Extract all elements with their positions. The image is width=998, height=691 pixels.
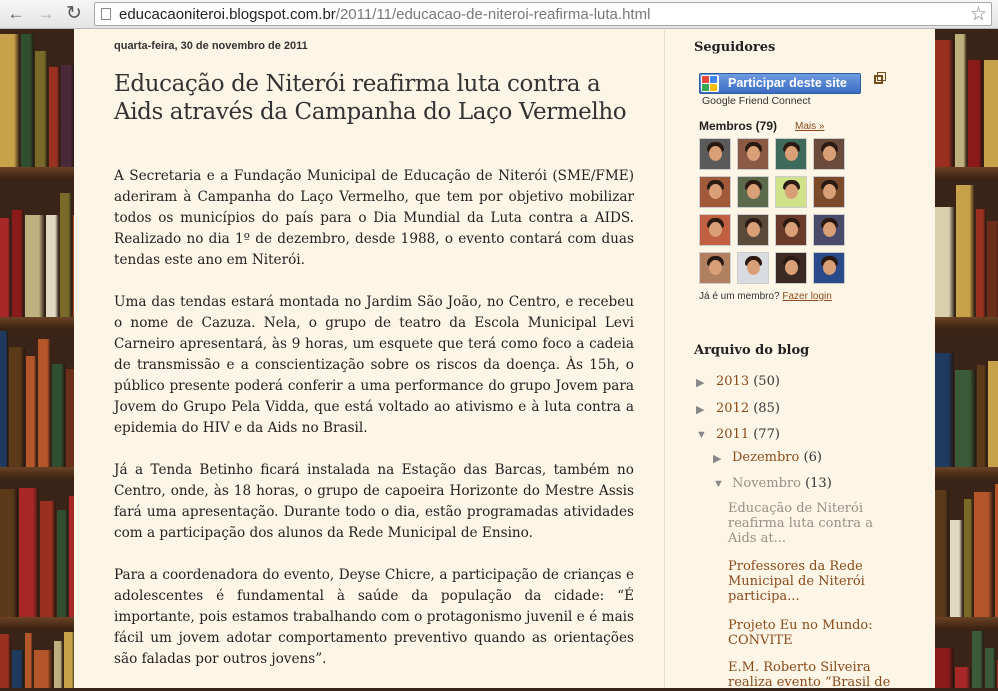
url-path: /2011/11/educacao-de-niteroi-reafirma-luta.html <box>335 6 651 23</box>
member-avatar[interactable] <box>699 176 731 208</box>
archive-post-link[interactable]: Professores da Rede Municipal de Niterói participa... <box>728 559 865 604</box>
book-spine <box>19 488 39 617</box>
archive-post-link[interactable]: Educação de Niterói reafirma luta contra a Aids at... <box>728 501 873 546</box>
followers-heading: Seguidores <box>694 40 776 55</box>
members-more-link[interactable]: Mais » <box>795 121 825 132</box>
member-avatar[interactable] <box>699 138 731 170</box>
avatar-face <box>823 260 836 275</box>
post-paragraph-2: Uma das tendas estará montada no Jardim São João, no Centro, e recebeu o nome de Cazuza. Nela, o grupo de teatro da Escola Municipal Levi Carneiro apresentará, às 9 horas, um esquete que terá como foco a cadeia de transmissão e a conscientização sobre os riscos da doença. Às 15h, o público presente poderá conferir a uma performance do grupo Jovem para Jovem do Grupo Pela Vidda, que está voltado ao ativismo e à luta contra a epidemia do HIV e da Aids no Brasil. <box>114 294 634 436</box>
member-question-text: Já é um membro? <box>699 291 780 302</box>
member-avatar[interactable] <box>775 252 807 284</box>
expand-triangle-icon[interactable]: ▶ <box>696 377 705 389</box>
member-avatar[interactable] <box>813 214 845 246</box>
member-avatar[interactable] <box>737 252 769 284</box>
avatar-face <box>747 260 760 275</box>
book-spine <box>955 370 976 467</box>
avatar-face <box>709 260 722 275</box>
archive-year-2013[interactable] <box>716 374 780 389</box>
shelf-plank <box>935 617 998 629</box>
archive-year-label: 2012 <box>716 401 750 416</box>
book-spine <box>935 353 954 467</box>
book-spine <box>0 489 18 617</box>
book-spine <box>9 347 25 467</box>
book-spine <box>46 215 59 317</box>
archive-month-label: Dezembro <box>732 450 800 465</box>
archive-year-count: (50) <box>753 374 780 389</box>
archive-month-count: (6) <box>803 450 822 465</box>
back-arrow-icon[interactable]: ← <box>7 4 25 23</box>
member-avatar[interactable] <box>775 176 807 208</box>
book-spine <box>40 501 56 617</box>
member-avatar[interactable] <box>737 138 769 170</box>
url-host: educacaoniteroi.blogspot.com.br <box>119 6 336 23</box>
login-link[interactable]: Fazer login <box>782 291 832 302</box>
avatar-face <box>747 184 760 199</box>
join-site-button[interactable] <box>699 73 861 94</box>
book-spine <box>984 60 998 167</box>
shelf-plank <box>935 317 998 329</box>
shelf-plank <box>0 167 74 179</box>
member-avatar[interactable] <box>699 252 731 284</box>
avatar-face <box>823 222 836 237</box>
book-spine <box>987 221 998 317</box>
book-spine <box>0 218 11 317</box>
collapse-triangle-icon[interactable]: ▼ <box>713 478 724 490</box>
book-spine <box>49 67 60 167</box>
book-spine <box>0 34 20 167</box>
shelf-plank <box>0 617 74 629</box>
member-avatar[interactable] <box>775 214 807 246</box>
book-spine <box>34 650 53 688</box>
avatar-face <box>709 184 722 199</box>
book-spine <box>38 339 51 467</box>
google-friend-connect-icon <box>701 75 719 92</box>
book-spine <box>0 331 8 467</box>
url-text <box>119 6 650 23</box>
browser-toolbar <box>0 0 998 29</box>
member-avatar[interactable] <box>699 214 731 246</box>
book-spine <box>61 65 74 167</box>
reload-icon[interactable]: ↻ <box>66 3 82 24</box>
avatar-face <box>785 260 798 275</box>
shelf-plank <box>0 467 74 479</box>
avatar-face <box>823 184 836 199</box>
book-spine <box>955 667 971 688</box>
page-icon <box>101 8 111 20</box>
book-spine <box>60 193 72 317</box>
book-spine <box>12 650 24 688</box>
avatar-face <box>785 184 798 199</box>
book-spine <box>935 40 954 167</box>
member-avatar[interactable] <box>775 138 807 170</box>
book-spine <box>35 51 48 167</box>
book-spine <box>956 185 975 317</box>
member-avatar[interactable] <box>813 176 845 208</box>
member-avatar[interactable] <box>737 214 769 246</box>
shelf-plank <box>935 467 998 479</box>
avatar-face <box>747 146 760 161</box>
book-spine <box>935 207 955 317</box>
archive-month-label: Novembro <box>732 476 801 491</box>
avatar-face <box>709 146 722 161</box>
book-spine <box>52 364 65 467</box>
archive-year-count: (85) <box>753 401 780 416</box>
book-spine <box>964 499 973 617</box>
book-spine <box>12 210 24 317</box>
archive-year-2011[interactable] <box>716 427 780 442</box>
archive-month-novembro[interactable] <box>732 476 832 491</box>
avatar-face <box>747 222 760 237</box>
post-date: quarta-feira, 30 de novembro de 2011 <box>114 40 308 52</box>
book-spine <box>976 209 986 317</box>
book-spine <box>0 634 11 688</box>
forward-arrow-icon[interactable]: → <box>37 4 55 23</box>
expand-triangle-icon[interactable]: ▶ <box>696 404 705 416</box>
book-spine <box>968 60 983 167</box>
book-spine <box>955 34 967 167</box>
book-spine <box>988 361 998 467</box>
star-icon[interactable]: ☆ <box>969 4 987 25</box>
book-spine <box>21 34 34 167</box>
book-spine <box>950 520 963 617</box>
collapse-triangle-icon[interactable]: ▼ <box>696 429 707 441</box>
popout-icon[interactable] <box>874 75 883 84</box>
join-site-label: Participar deste site <box>728 76 847 90</box>
book-spine <box>25 215 45 317</box>
archive-post-link[interactable]: E.M. Roberto Silveira realiza evento “Brasil de <box>728 660 891 690</box>
bookshelf-right <box>935 29 998 688</box>
gfc-caption: Google Friend Connect <box>702 95 811 107</box>
book-spine <box>64 632 74 688</box>
avatar-face <box>823 146 836 161</box>
avatar-face <box>785 146 798 161</box>
archive-year-2012[interactable] <box>716 401 780 416</box>
book-spine <box>972 631 984 688</box>
book-spine <box>57 510 68 617</box>
post-paragraph-4: Para a coordenadora do evento, Deyse Chicre, a participação de crianças e adolescentes é fundamental à saúde da população da cidade: “É importante, pois estamos trabalhando com o protagonismo juvenil e é mais fácil um jovem adotar comportamento preventivo quando as orientações são faladas por outros jovens”. <box>114 567 634 667</box>
sidebar-divider <box>664 30 665 688</box>
member-avatar[interactable] <box>813 138 845 170</box>
member-avatar[interactable] <box>737 176 769 208</box>
book-spine <box>66 369 74 467</box>
member-question <box>699 291 832 302</box>
member-avatar[interactable] <box>813 252 845 284</box>
archive-year-count: (77) <box>753 427 780 442</box>
book-spine <box>985 648 996 688</box>
shelf-plank <box>935 167 998 179</box>
archive-year-label: 2013 <box>716 374 750 389</box>
bookshelf-left <box>0 29 74 688</box>
post-title: Educação de Niterói reafirma luta contra a Aids através da Campanha do Laço Vermelho <box>114 71 627 125</box>
post-body <box>114 166 634 691</box>
archive-post-link[interactable]: Projeto Eu no Mundo: CONVITE <box>728 618 873 648</box>
book-spine <box>974 492 994 617</box>
address-bar[interactable] <box>94 2 992 26</box>
book-spine <box>25 633 33 688</box>
archive-month-count: (13) <box>805 476 832 491</box>
avatar-face <box>785 222 798 237</box>
archive-month-dezembro[interactable] <box>732 450 822 465</box>
book-spine <box>935 648 954 688</box>
archive-year-label: 2011 <box>716 427 750 442</box>
members-label: Membros (79) <box>699 119 778 133</box>
book-spine <box>54 641 63 688</box>
book-spine <box>977 365 987 467</box>
expand-triangle-icon[interactable]: ▶ <box>713 453 722 465</box>
book-spine <box>26 356 37 467</box>
post-paragraph-1: A Secretaria e a Fundação Municipal de Educação de Niterói (SME/FME) aderiram à Campanha do Laço Vermelho, que tem por objetivo mobilizar todos os municípios do país para o Dia Mundial da Luta contra a AIDS. Realizado no dia 1º de dezembro, desde 1988, o evento contará com duas tendas este ano em Niterói. <box>114 168 634 268</box>
shelf-plank <box>0 317 74 329</box>
post-paragraph-3: Já a Tenda Betinho ficará instalada na Estação das Barcas, também no Centro, onde, às 18 horas, o grupo de capoeira Horizonte do Mestre Assis fará uma apresentação. Durante todo o dia, estão programadas atividades com a participação dos alunos da Rede Municipal de Ensino. <box>114 462 634 541</box>
book-spine <box>935 490 949 617</box>
avatar-face <box>709 222 722 237</box>
archive-heading: Arquivo do blog <box>694 343 810 358</box>
